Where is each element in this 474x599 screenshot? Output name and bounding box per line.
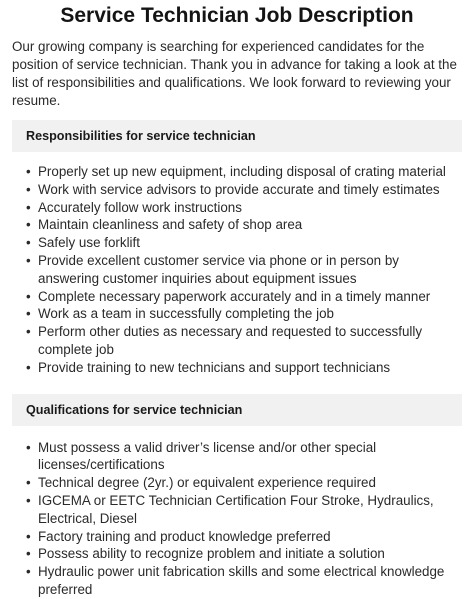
list-item: [26, 288, 456, 306]
responsibilities-list: [12, 163, 462, 377]
list-item-text: Work with service advisors to provide accurate and timely estimates: [38, 181, 440, 197]
list-item-text: Factory training and product knowledge preferred: [38, 528, 331, 544]
list-item-text: Complete necessary paperwork accurately and in a timely manner: [38, 288, 431, 304]
bullet-icon: •: [26, 199, 31, 215]
bullet-icon: •: [26, 252, 31, 268]
responsibilities-heading: Responsibilities for service technician: [12, 120, 462, 152]
intro-paragraph: Our growing company is searching for experienced candidates for the position of service technician. Thank you in advance for taking a look at the list of responsibilities and qualifications. We look forward to reviewing your resume.: [12, 39, 457, 108]
bullet-icon: •: [26, 235, 31, 251]
bullet-icon: •: [26, 475, 31, 491]
list-item: [26, 545, 456, 563]
list-item: [26, 252, 456, 288]
list-item: [26, 323, 456, 359]
list-item-text: Provide training to new technicians and support technicians: [38, 359, 391, 375]
bullet-icon: •: [26, 546, 31, 562]
list-item: [26, 439, 456, 475]
list-item: [26, 474, 456, 492]
bullet-icon: •: [26, 164, 31, 179]
list-item-text: Possess ability to recognize problem and initiate a solution: [38, 546, 385, 562]
bullet-icon: •: [26, 217, 31, 233]
page-title: Service Technician Job Description: [60, 4, 414, 27]
qualifications-list: [12, 439, 462, 599]
list-item-text: IGCEMA or EETC Technician Certification Four Stroke, Hydraulics, Electrical, Diesel: [38, 492, 434, 526]
list-item: [26, 492, 456, 528]
list-item: [26, 234, 456, 252]
list-item-text: Technical degree (2yr.) or equivalent experience required: [38, 475, 376, 491]
list-item-text: Perform other duties as necessary and requested to successfully complete job: [38, 324, 423, 357]
bullet-icon: •: [26, 306, 31, 322]
list-item: [26, 163, 456, 181]
list-item: [26, 216, 456, 234]
list-item: [26, 305, 456, 323]
list-item: [26, 181, 456, 199]
bullet-icon: •: [26, 288, 31, 304]
bullet-icon: •: [26, 324, 31, 340]
list-item-text: Hydraulic power unit fabrication skills and some electrical knowledge preferred: [38, 564, 445, 597]
list-item-text: Safely use forklift: [38, 235, 140, 251]
bullet-icon: •: [26, 492, 31, 508]
bullet-icon: •: [26, 528, 31, 544]
bullet-icon: •: [26, 181, 31, 197]
list-item-text: Work as a team in successfully completing the job: [38, 306, 334, 322]
list-item: [26, 528, 456, 546]
bullet-icon: •: [26, 439, 31, 455]
list-item-text: Accurately follow work instructions: [38, 199, 242, 215]
bullet-icon: •: [26, 359, 31, 375]
list-item: [26, 563, 456, 599]
list-item-text: Provide excellent customer service via phone or in person by answering customer inquiries about equipment issues: [38, 252, 399, 286]
list-item-text: Properly set up new equipment, including disposal of crating material: [38, 164, 446, 179]
list-item: [26, 199, 456, 217]
list-item-text: Maintain cleanliness and safety of shop area: [38, 217, 303, 233]
qualifications-heading: Qualifications for service technician: [12, 394, 462, 426]
list-item-text: Must possess a valid driver’s license and/or other special licenses/certifications: [38, 439, 377, 473]
bullet-icon: •: [26, 564, 31, 580]
list-item: [26, 359, 456, 377]
